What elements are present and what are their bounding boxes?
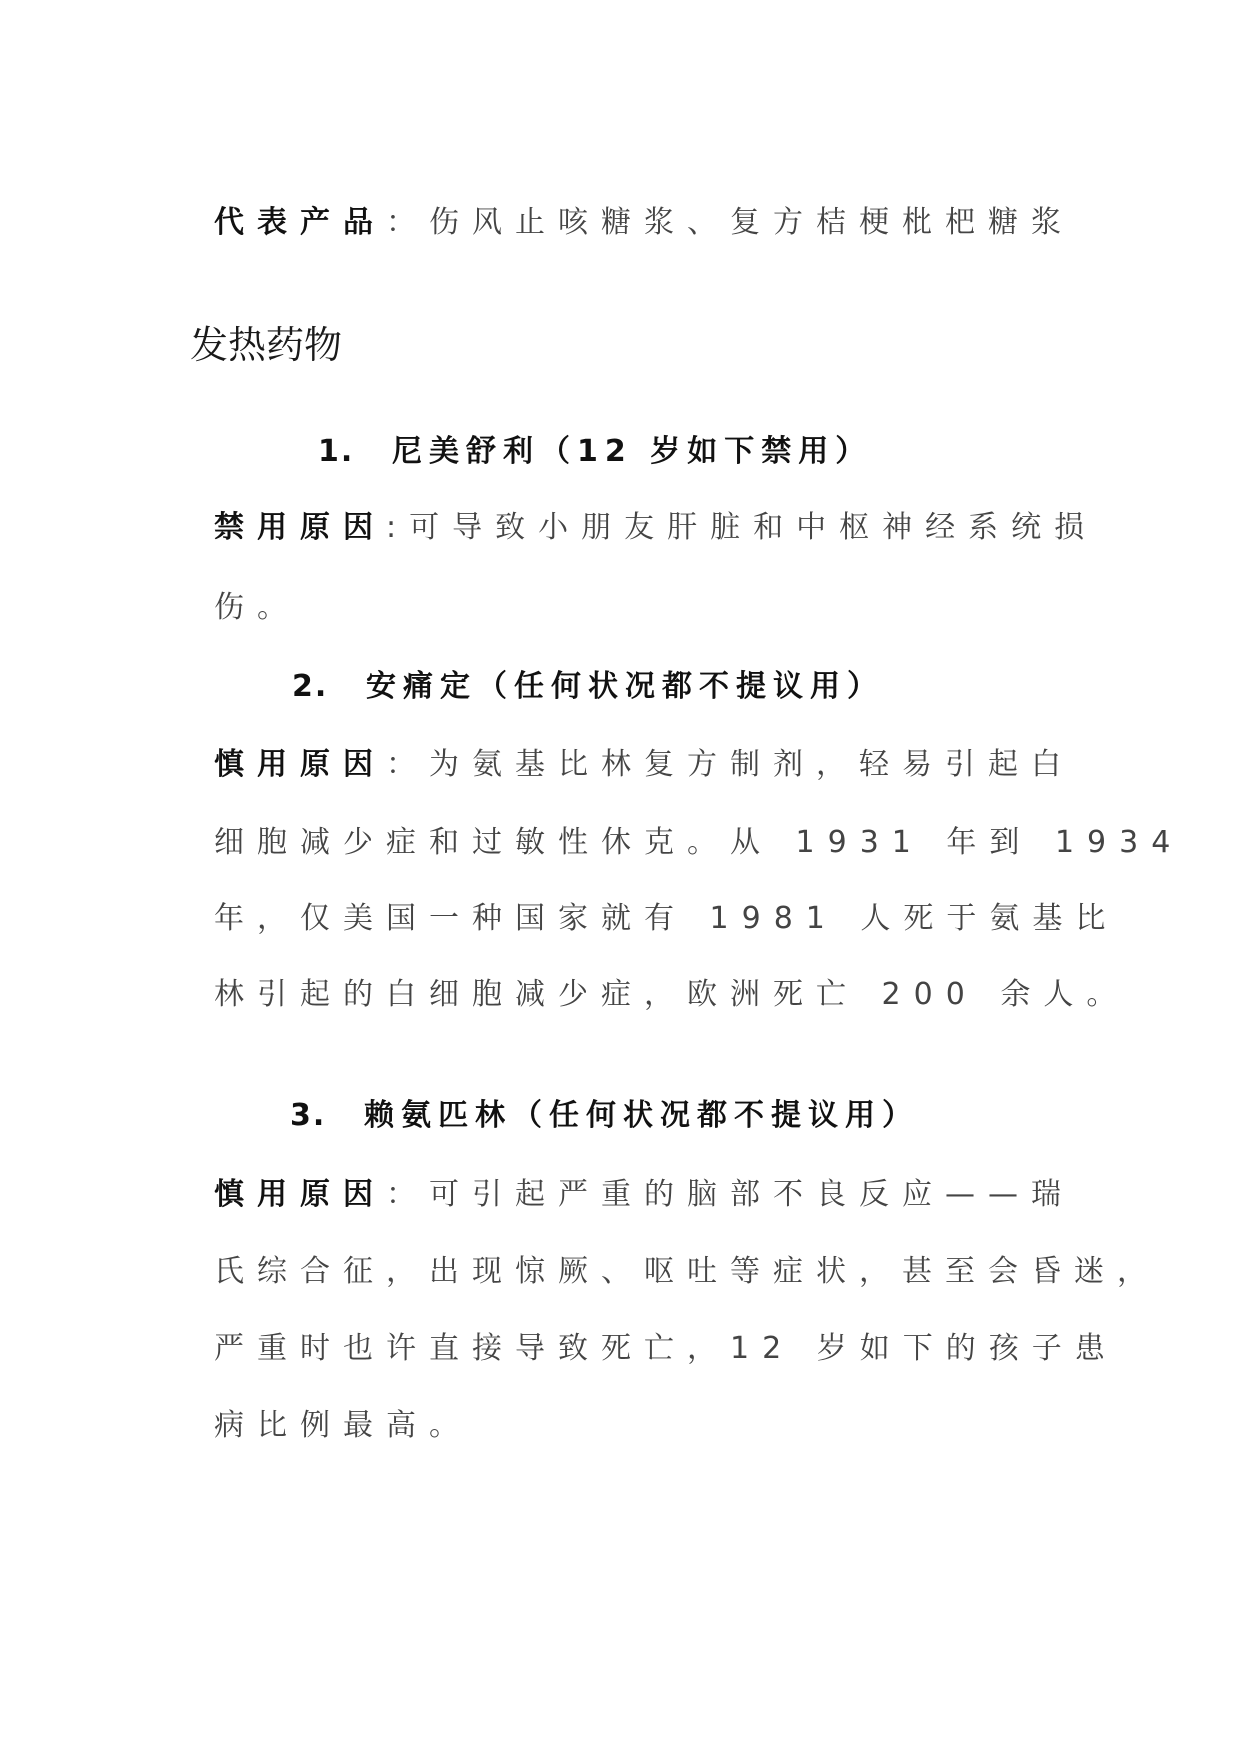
- item-3-title-text: 赖氨匹林（任何状况都不提议用）: [364, 1098, 919, 1133]
- item-1-reason-label: 禁用原因: [214, 510, 386, 545]
- item-1-reason-line: [214, 508, 1097, 548]
- item-1-number: 1.: [318, 434, 355, 469]
- item-2-number: 2.: [292, 669, 329, 704]
- item-3-number: 3.: [290, 1098, 327, 1133]
- item-3-reason-line-2: 氏综合征，出现惊厥、呕吐等症状，甚至会昏迷，: [214, 1254, 1160, 1289]
- item-2-reason-colon: ：: [386, 747, 429, 782]
- section-title: 发热药物: [190, 323, 343, 367]
- product-label: 代表产品: [214, 205, 386, 240]
- product-text: 伤风止咳糖浆、复方桔梗枇杷糖浆: [429, 205, 1074, 240]
- item-1-reason-colon: :: [386, 510, 410, 545]
- item-2-title-text: 安痛定（任何状况都不提议用）: [366, 669, 884, 704]
- item-2-reason-line-4: 林引起的白细胞减少症，欧洲死亡 200 余人。: [214, 977, 1130, 1012]
- item-3-reason-label: 慎用原因: [214, 1177, 386, 1212]
- item-3-reason-text: 可引起严重的脑部不良反应——瑞: [429, 1177, 1074, 1212]
- item-2-reason-text: 为氨基比林复方制剂，轻易引起白: [429, 747, 1074, 782]
- item-3-reason-line-4: 病比例最高。: [214, 1408, 472, 1443]
- item-2-reason-label: 慎用原因: [214, 747, 386, 782]
- item-3-reason-line-3: 严重时也许直接导致死亡，12 岁如下的孩子患: [214, 1331, 1118, 1366]
- item-1-reason-text: 可导致小朋友肝脏和中枢神经系统损: [409, 510, 1098, 545]
- item-1-reason-line-2: 伤。: [214, 590, 300, 625]
- item-2-title: [292, 667, 884, 707]
- product-line: [214, 203, 1074, 243]
- product-colon: ：: [386, 205, 429, 240]
- item-2-reason-line-3: 年，仅美国一种国家就有 1981 人死于氨基比: [214, 901, 1119, 936]
- item-2-reason-line: [214, 745, 1074, 785]
- item-3-reason-line: [214, 1175, 1074, 1215]
- item-2-reason-line-2: 细胞减少症和过敏性休克。从 1931 年到 1934: [214, 825, 1184, 860]
- item-3-title: [290, 1096, 919, 1136]
- item-1-title-text: 尼美舒利（12 岁如下禁用）: [392, 434, 873, 469]
- item-1-title: [318, 432, 872, 472]
- item-3-reason-colon: ：: [386, 1177, 429, 1212]
